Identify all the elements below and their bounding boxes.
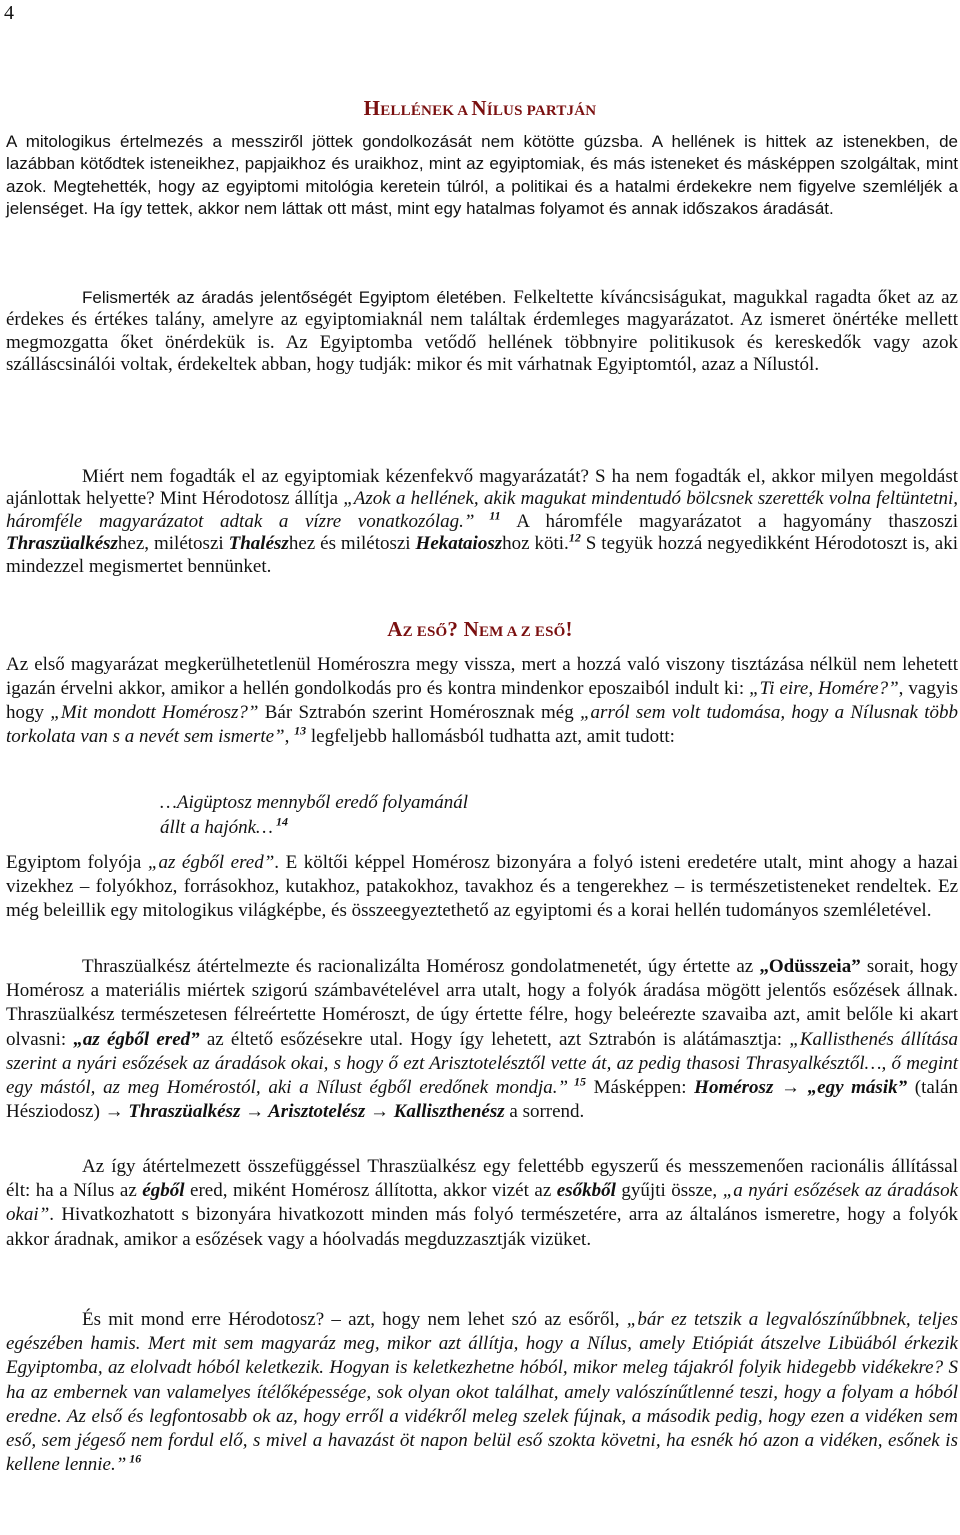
- paragraph-text: legfeljebb hallomásból tudhatta azt, amit tudott:: [306, 726, 675, 747]
- footnote-ref: 12: [568, 530, 581, 545]
- quote: „a nyári esőzések az áradások okai”: [6, 1180, 958, 1226]
- paragraph-text: hez, milétoszi: [117, 533, 229, 555]
- paragraph-8: [6, 1308, 958, 1477]
- footnote-ref: 15: [568, 1074, 587, 1089]
- quote: „Mit mondott Homérosz?”: [50, 702, 259, 723]
- lineage-chain: → Thraszüalkész → Arisztotelész → Kalliszthenész: [104, 1101, 505, 1123]
- strabo-quote: „arról sem volt tudomása, hogy a Nílusnak több torkolata van s a nevét sem ismerte”: [6, 702, 958, 747]
- paragraph-1: [6, 131, 958, 221]
- paragraph-text: ,: [284, 726, 295, 747]
- paragraph-2: [6, 287, 958, 377]
- section-heading-eso: [0, 617, 960, 642]
- paragraph-text: sorait, hogy Homérosz a materiális miértek szigorú számbavételével arra utalt, hogy a folyók áradása mögött jelentős esőzések állnak. Thraszüalkész természetesen félreértette Homéroszt, de úgy értette félre, hogy beleérezte szavaiba azt, amit belőle ki akart olvasni:: [6, 956, 958, 1050]
- emphasis: égből: [142, 1180, 185, 1202]
- paragraph-text: Egyiptom folyója: [6, 852, 148, 873]
- heading-part: EM A Z ESŐ: [478, 624, 566, 640]
- footnote-ref: 14: [272, 814, 288, 829]
- paragraph-text: Bár Sztrabón szerint Homérosznak még: [258, 702, 580, 723]
- paragraph-text: ered, miként Homérosz állította, akkor vizét az: [184, 1180, 557, 1202]
- paragraph-text: . E költői képpel Homérosz bizonyára a folyó isteni eredetére utalt, mint ahogy a hazai vizekhez – folyókhoz, forrásokhoz, kutakhoz, patakokhoz, tavakhoz és a tengerekhez – is természetisteneket rendeltek. Ez még beleillik egy mitologikus világképbe, és összeegyeztethető az egyiptomi és a korai hellén tudományos szemléletével.: [6, 852, 958, 921]
- heading-part: Z ESŐ: [402, 624, 448, 640]
- section-heading-hellenek: [0, 96, 960, 121]
- paragraph-text: , vagyis hogy: [6, 678, 959, 723]
- homer-quote-block: [160, 790, 760, 840]
- paragraph-text: Thraszüalkész átértelmezte és racionalizálta Homérosz gondolatmenetét, úgy értette az: [82, 956, 760, 977]
- footnote-ref: 16: [126, 1451, 142, 1466]
- quote-line: [160, 815, 760, 840]
- paragraph-text: Miért nem fogadták el az egyiptomiak kézenfekvő magyarázatát? S ha nem fogadták el, akkor milyen megoldást ajánlottak helyette? Mint Hérodotosz állítja: [6, 466, 958, 510]
- paragraph-text: . Hivatkozhatott s bizonyára hivatkozott minden más folyó természetére, arra az általános ismeretre, hogy a folyók akkor áradnak, amikor a esőzések vagy a hóolvadás megduzzasztják vizüket.: [6, 1204, 958, 1250]
- heading-part: N: [463, 617, 479, 641]
- name-thraszualkesz: Thraszüalkész: [6, 533, 118, 555]
- footnote-ref: 11: [474, 508, 501, 523]
- paragraph-6: [6, 955, 958, 1124]
- paragraph-text: Másképpen:: [586, 1077, 695, 1099]
- quote-line: …Aigüptosz mennyből eredő folyamánál: [160, 792, 469, 813]
- heading-part: !: [565, 617, 573, 641]
- paragraph-4: [6, 653, 958, 749]
- heading-part: ÍLUS PARTJÁN: [486, 103, 597, 119]
- heading-part: N: [471, 96, 487, 120]
- heading-part: ELLÉNEK A: [380, 103, 472, 119]
- strabo-quote: „Kallisthenés állítása szerint a nyári esőzések az áradások okai, s hogy ő ezt Arisztotelésztől vette át, az pedig thasosi Thrasyalkésztől…, ő megint egy mástól, az meg Homérostól, aki a Nílust égből eredőnek mondja.”: [6, 1028, 958, 1099]
- title-odusszeia: „Odüsszeia”: [759, 956, 861, 977]
- paragraph-text: az éltető esőzésekre utal. Hogy így lehetett, azt Sztrabón is alátámasztja:: [199, 1028, 790, 1050]
- paragraph-text: És mit mond erre Hérodotosz? – azt, hogy nem lehet szó az esőről,: [82, 1309, 627, 1330]
- paragraph-7: [6, 1155, 958, 1252]
- herodotus-quote: „bár ez tetszik a legvalószínűbbnek, teljes egészében hamis. Mert mit sem magyaráz meg, mikor azt állítja, hogy a Nílus, amely Etiópiát átszelve Libüából érkezik Egyiptomba, az elolvadt hóból keletkezik. Hogyan is keletkezhetne hóból, mikor meleg tájakról folyik hidegebb vidékekre? S ha az embernek van valamelyes ítélőképessége, sok olyan okot találhat, amely valószínűtlenné teszi, hogy a folyam a hóból eredne. Az első és legfontosabb ok az, hogy erről a vidékről meleg szelek fújnak, a második pedig, hogy ezen a vidéken sem eső, sem jégeső nem fordul elő, s mivel a havazást öt napon belül eső szokta követni, ha esnék hó azon a vidéken, esőnek is kellene lennie.”: [6, 1309, 958, 1476]
- name-thales: Thalész: [228, 533, 289, 555]
- footnote-ref: 13: [294, 723, 307, 738]
- quote: „Ti eire, Homére?”: [749, 678, 899, 699]
- paragraph-text: gyűjti össze,: [615, 1180, 723, 1202]
- name-hekataiosz: Hekataiosz: [415, 533, 503, 555]
- heading-part: ?: [447, 617, 464, 641]
- lineage-chain: Homérosz → „egy másik”: [694, 1077, 908, 1099]
- paragraph-5: [6, 851, 958, 923]
- paragraph-3: [6, 466, 958, 578]
- paragraph-text: Felismerték az áradás jelentőségét Egyiptom életében.: [82, 288, 507, 307]
- quote: „az égből ered”: [73, 1028, 200, 1050]
- herodotus-quote: „Azok a hellének, akik magukat mindentudó bölcsnek szerették volna feltüntetni, háromféle magyarázatot adtak a vízre vonatkozólag.”: [6, 488, 958, 532]
- paragraph-text: Felkeltette kíváncsiságukat, magukkal ragadta őket az az érdekes és értékes talány, amelyre az egyiptomiaknál nem találtak érdemleges magyarázatot. Az ismeret önértéke mellett megmozgatta őket önérdekük is. Az Egyiptomba vetődő hellének többnyire politikusok és kereskedők vagy azok szálláscsinálói voltak, érdekeltek abban, hogy tudják: mikor és mit várhatnak Egyiptomtól, azaz a Nílustól.: [6, 287, 958, 376]
- quote-line-text: állt a hajónk…: [160, 817, 273, 838]
- paragraph-text: A háromféle magyarázatot a hagyomány thaszoszi: [500, 510, 958, 532]
- paragraph-text: Az így átértelmezett összefüggéssel Thraszüalkész egy felettébb egyszerű és messzemenően racionális állítással élt: ha a Nílus az: [6, 1156, 958, 1202]
- emphasis: esőkből: [556, 1180, 616, 1202]
- page-number: 4: [4, 2, 14, 24]
- heading-part: H: [363, 96, 381, 120]
- paragraph-text: (talán Hésziodosz): [6, 1077, 958, 1123]
- quote: „az égből ered”: [147, 852, 275, 873]
- paragraph-text: A mitologikus értelmezés a messziről jöttek gondolkozását nem kötötte gúzsba. A hellének is hittek az istenekben, de lazábban kötődtek isteneikhez, papjaikhoz és uraikhoz, mint az egyiptomiak, és más isteneket és másképpen szolgáltak, mint azok. Megtehették, hogy az egyiptomi mitológia keretein túlról, a politikai és a hatalmi érdekekre nem figyelve szemléljék a jelenséget. Ha így tettek, akkor nem láttak ott mást, mint egy hatalmas folyamot és annak időszakos áradását.: [6, 132, 958, 219]
- paragraph-text: hez és milétoszi: [288, 533, 416, 555]
- paragraph-text: S tegyük hozzá negyedikként Hérodotoszt is, aki mindezzel megismertet bennünket.: [6, 533, 958, 577]
- paragraph-text: a sorrend.: [504, 1101, 585, 1123]
- heading-part: A: [387, 617, 403, 641]
- paragraph-text: Az első magyarázat megkerülhetetlenül Homéroszra megy vissza, mert a hozzá való viszony tisztázása nélkül nem lehetett igazán érvelni akkor, amikor a hellén gondolkodás pro és kontra mindenkor eposzaiból indult ki:: [6, 654, 958, 699]
- paragraph-text: hoz köti.: [502, 533, 569, 555]
